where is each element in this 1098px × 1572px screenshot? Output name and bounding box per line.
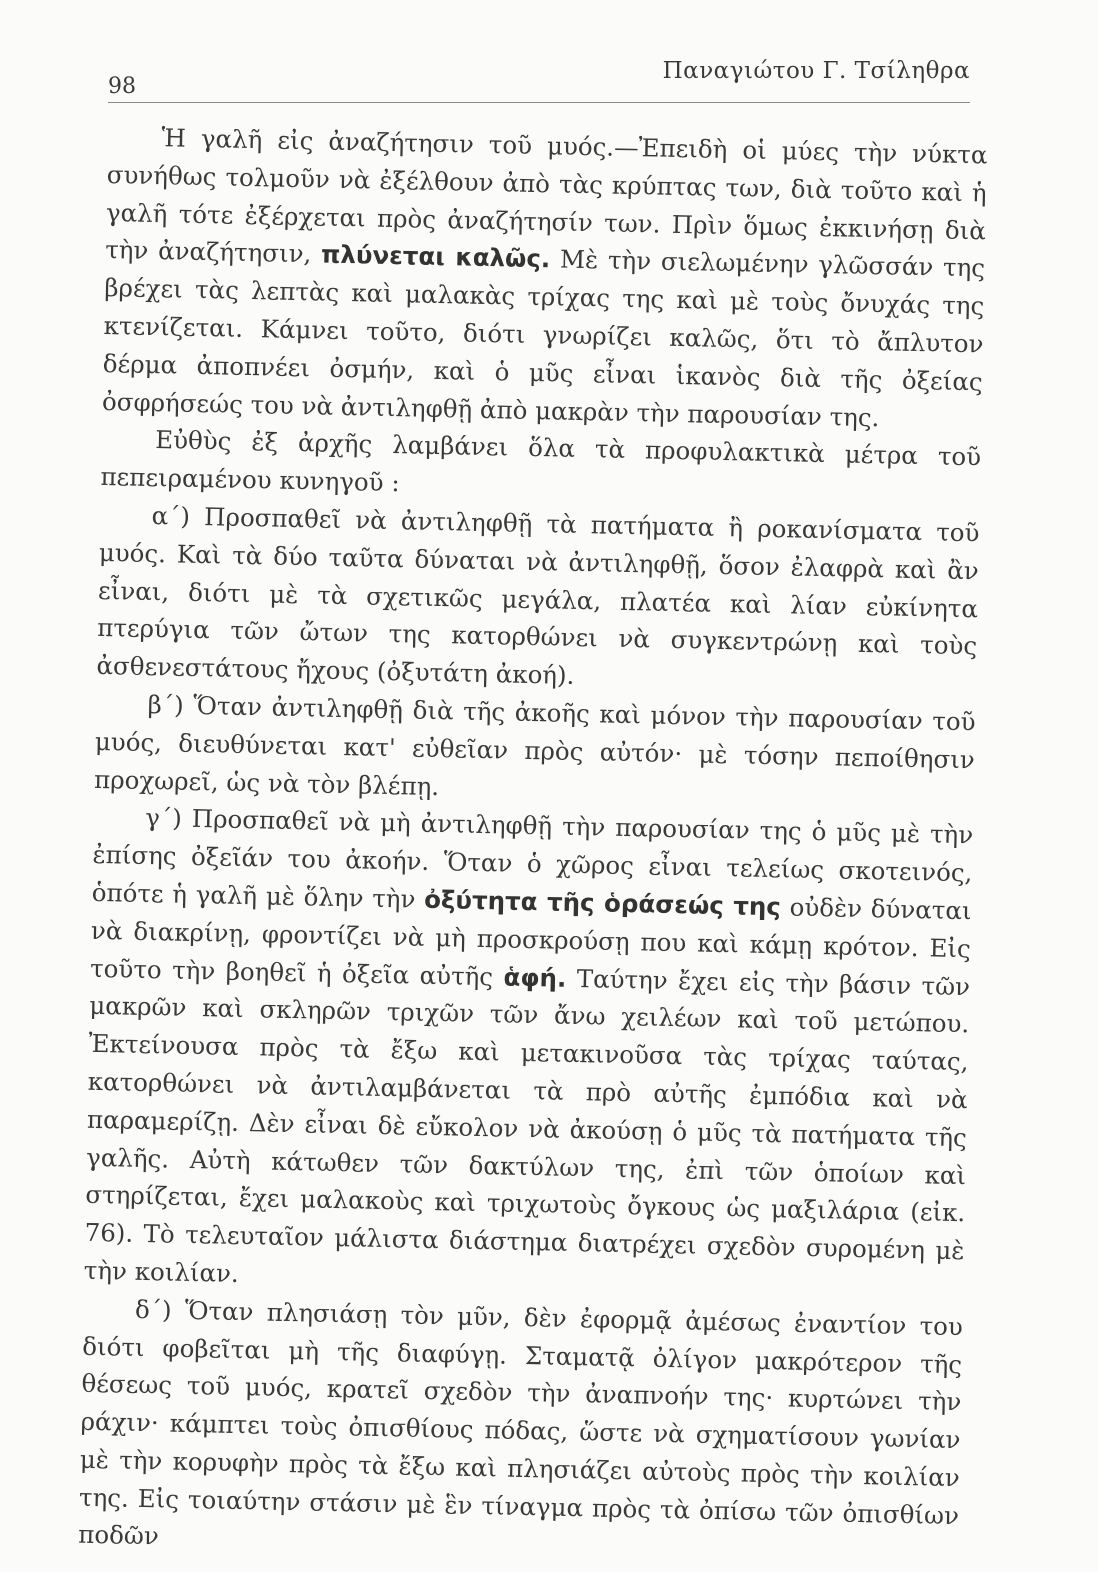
body-text bbox=[78, 118, 988, 1572]
page-number: 98 bbox=[108, 74, 136, 99]
section-title: Ἡ γαλῆ εἰς ἀναζήτησιν τοῦ μυός. bbox=[161, 123, 615, 162]
emphasis-text: ἁφή. bbox=[503, 962, 567, 993]
list-item-gamma: γ΄) Προσπαθεῖ νὰ μὴ ἀντιληφθῇ τὴν παρουσίαν της ὁ μῦς μὲ τὴν ἐπίσης ὀξεῖάν του ἀκοήν. Ὅταν ὁ χῶρος εἶναι τελείως σκοτεινός, ὁπότε ἡ γαλῆ μὲ ὅλην τὴν ὀξύτητα τῆς ὁράσεώς της οὐδὲν δύναται νὰ διακρίνῃ, φροντίζει νὰ μὴ προσκρούσῃ που καὶ κάμῃ κρότον. Εἰς τοῦτο τὴν βοηθεῖ ἡ ὀξεῖα αὐτῆς ἁφή. Ταύτην ἔχει εἰς τὴν βάσιν τῶν μακρῶν καὶ σκληρῶν τριχῶν τῶν ἄνω χειλέων καὶ τοῦ μετώπου. Ἐκτείνουσα πρὸς τὰ ἔξω καὶ μετακινοῦσα τὰς τρίχας ταύτας, κατορθώνει νὰ ἀντιλαμβάνεται τὰ πρὸ αὐτῆς ἐμπόδια καὶ νὰ παραμερίζῃ. Δὲν εἶναι δὲ εὔκολον νὰ ἀκούσῃ ὁ μῦς τὰ πατήματα τῆς γαλῆς. Αὐτὴ κάτωθεν τῶν δακτύλων της, ἐπὶ τῶν ὁποίων καὶ στηρίζεται, ἔχει μαλακοὺς καὶ τριχωτοὺς ὄγκους ὡς μαξιλάρια (εἰκ. 76). Τὸ τελευταῖον μάλιστα διάστημα διατρέχει σχεδὸν συρομένη μὲ τὴν κοιλίαν. bbox=[83, 803, 974, 1288]
page-header bbox=[108, 56, 970, 104]
header-rule bbox=[108, 102, 970, 103]
list-item-beta: β΄) Ὅταν ἀντιληφθῇ διὰ τῆς ἀκοῆς καὶ μόνον τὴν παρουσίαν τοῦ μυός, διευθύνεται κατ' εὐθεῖαν πρὸς αὐτόν· μὲ τόσην πεποίθησιν προχωρεῖ, ὡς νὰ τὸν βλέπῃ. bbox=[93, 689, 976, 801]
emphasis-text: ὀξύτητα τῆς ὁράσεώς της bbox=[423, 884, 782, 922]
list-item-alpha: α΄) Προσπαθεῖ νὰ ἀντιληφθῇ τὰ πατήματα ἢ ροκανίσματα τοῦ μυός. Καὶ τὰ δύο ταῦτα δύναται νὰ ἀντιληφθῇ, ὅσον ἐλαφρὰ καὶ ἂν εἶναι, διότι μὲ τὰ σχετικῶς μεγάλα, πλατέα καὶ λίαν εὐκίνητα πτερύγια τῶν ὤτων της κατορθώνει νὰ συγκεντρώνῃ καὶ τοὺς ἀσθενεστάτους ἤχους (ὀξυτάτη ἀκοή). bbox=[96, 500, 980, 691]
paragraph-measures: Εὐθὺς ἐξ ἀρχῆς λαμβάνει ὅλα τὰ προφυλακτικὰ μέτρα τοῦ πεπειραμένου κυνηγοῦ : bbox=[100, 425, 982, 498]
emphasis-text: πλύνεται καλῶς. bbox=[320, 239, 551, 274]
paragraph-intro: Ἡ γαλῆ εἰς ἀναζήτησιν τοῦ μυός.—Ἐπειδὴ οἱ μύες τὴν νύκτα συνήθως τολμοῦν νὰ ἐξέλθουν ἀπὸ τὰς κρύπτας των, διὰ τοῦτο καὶ ἡ γαλῆ τότε ἐξέρχεται πρὸς ἀναζήτησίν των. Πρὶν ὅμως ἐκκινήσῃ διὰ τὴν ἀναζήτησιν, πλύνεται καλῶς. Μὲ τὴν σιελωμένην γλῶσσάν της βρέχει τὰς λεπτὰς καὶ μαλακὰς τρίχας της καὶ μὲ τοὺς ὄνυχάς της κτενίζεται. Κάμνει τοῦτο, διότι γνωρίζει καλῶς, ὅτι τὸ ἄπλυτον δέρμα ἀποπνέει ὀσμήν, καὶ ὁ μῦς εἶναι ἱκανὸς διὰ τῆς ὀξείας ὀσφρήσεώς του νὰ ἀντιληφθῇ ἀπὸ μακρὰν τὴν παρουσίαν της. bbox=[101, 123, 988, 432]
list-item-delta: δ΄) Ὅταν πλησιάσῃ τὸν μῦν, δὲν ἐφορμᾷ ἀμέσως ἐναντίον του διότι φοβεῖται μὴ τῆς διαφύγῃ. Σταματᾷ ὀλίγον μακρότερον τῆς θέσεως τοῦ μυός, κρατεῖ σχεδὸν τὴν ἀναπνοήν της· κυρτώνει τὴν ράχιν· κάμπτει τοὺς ὀπισθίους πόδας, ὥστε νὰ σχηματίσουν γωνίαν μὲ τὴν κορυφὴν πρὸς τὰ ἔξω καὶ πλησιάζει αὐτοὺς πρὸς τὴν κοιλίαν της. Εἰς τοιαύτην στάσιν μὲ ἓν τίναγμα πρὸς τὰ ὀπίσω τῶν ὀπισθίων ποδῶν bbox=[78, 1294, 964, 1551]
running-title: Παναγιώτου Γ. Τσίληθρα bbox=[662, 58, 970, 84]
